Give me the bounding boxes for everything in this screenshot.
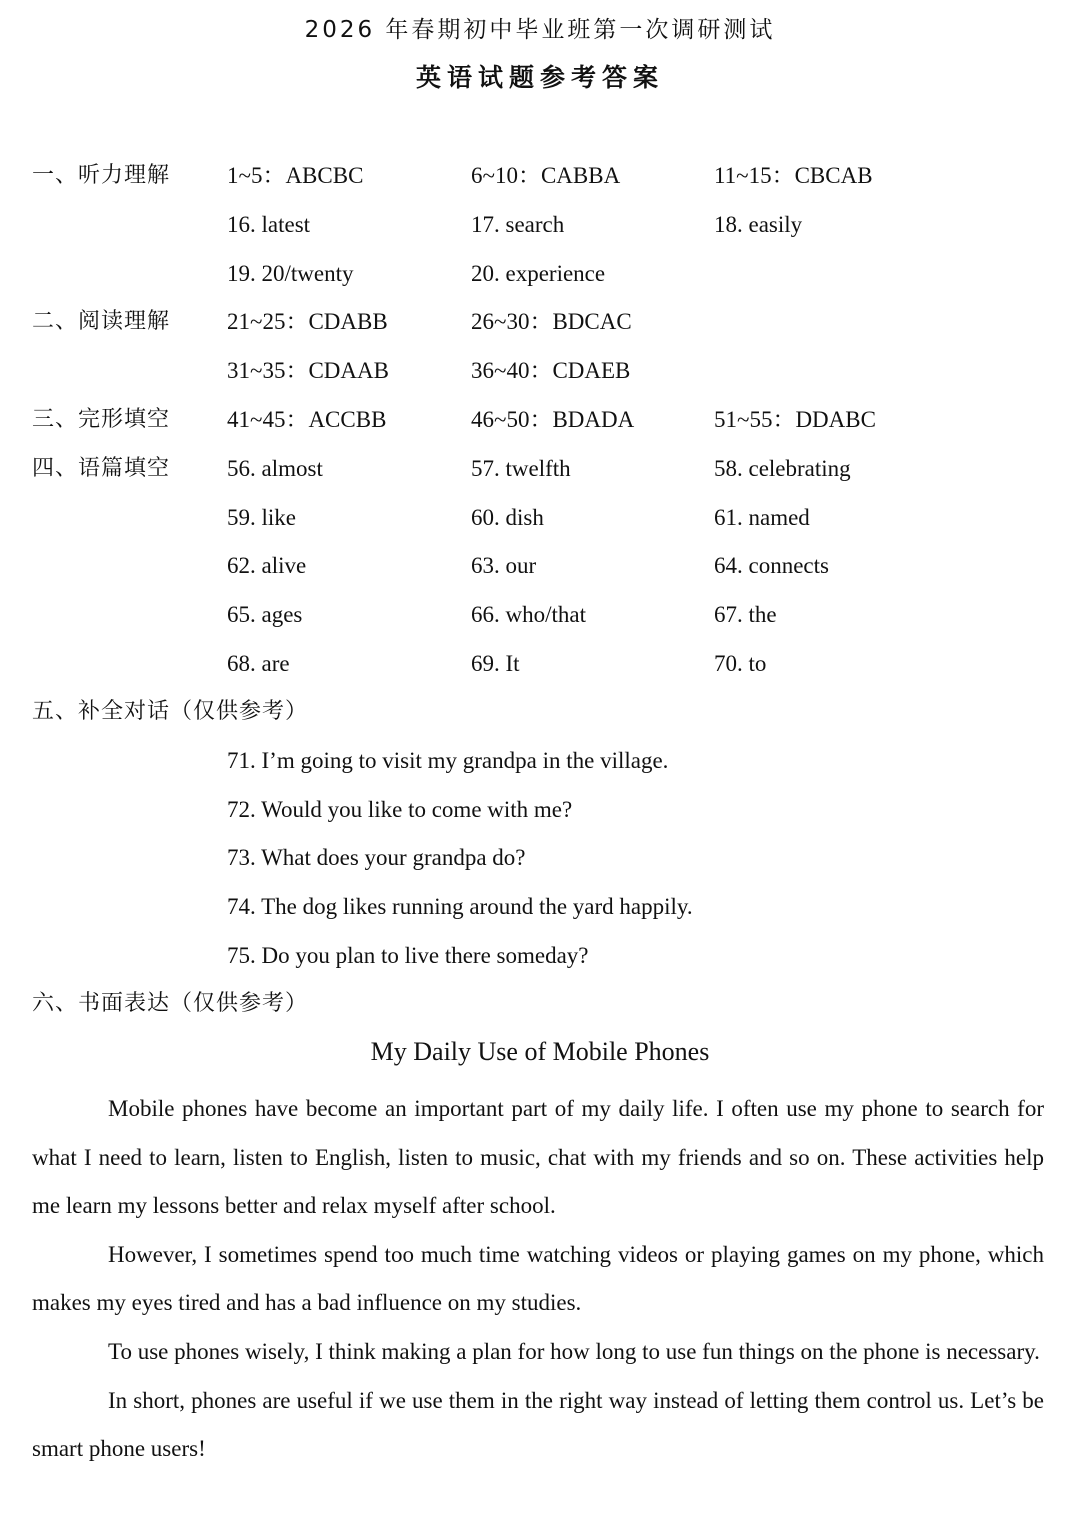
answer-cell: 26~30：BDCAC — [471, 309, 632, 334]
answer-cell: 59. like — [227, 505, 296, 530]
answer-row — [0, 454, 1080, 503]
answer-cell: 61. named — [714, 505, 810, 530]
section-header-row — [0, 989, 1080, 1038]
answer-cell: 70. to — [714, 651, 767, 676]
dialogue-row — [0, 746, 1080, 795]
answer-cell: 36~40：CDAEB — [471, 358, 631, 383]
dialogue-answer: 73. What does your grandpa do? — [227, 845, 526, 870]
answer-row — [0, 649, 1080, 698]
answer-cell: 31~35：CDAAB — [227, 358, 389, 383]
answer-cell: 65. ages — [227, 602, 303, 627]
answer-cell: 19. 20/twenty — [227, 261, 354, 286]
answer-cell: 64. connects — [714, 553, 829, 578]
dialogue-row — [0, 941, 1080, 990]
answer-cell: 63. our — [471, 553, 537, 578]
dialogue-answer: 74. The dog likes running around the yard happily. — [227, 894, 693, 919]
essay-paragraph: To use phones wisely, I think making a plan for how long to use fun things on the phone is necessary. — [108, 1338, 1040, 1364]
dialogue-answer: 71. I’m going to visit my grandpa in the village. — [227, 748, 669, 773]
essay-paragraph: In short, phones are useful if we use them in the right way instead of letting them control us. Let’s be smart phone users! — [32, 1387, 1044, 1462]
section-label-listening: 一、听力理解 — [32, 163, 171, 188]
answer-row — [0, 405, 1080, 454]
answer-cell: 62. alive — [227, 553, 307, 578]
answer-cell: 18. easily — [714, 212, 803, 237]
answer-cell: 21~25：CDABB — [227, 309, 388, 334]
dialogue-row — [0, 795, 1080, 844]
essay-paragraph: Mobile phones have become an important part of my daily life. I often use my phone to search for what I need to learn, listen to English, listen to music, chat with my friends and so on. These activities help me learn my lessons better and relax myself after school. — [32, 1096, 1044, 1219]
answer-cell: 41~45：ACCBB — [227, 407, 387, 432]
answer-cell: 46~50：BDADA — [471, 407, 635, 432]
answer-cell: 56. almost — [227, 456, 323, 481]
answer-cell: 69. It — [471, 651, 520, 676]
answer-cell: 51~55：DDABC — [714, 407, 876, 432]
section-label-writing: 六、书面表达（仅供参考） — [32, 991, 309, 1016]
page-title: 2026 年春期初中毕业班第一次调研测试 — [304, 17, 776, 43]
section-header-row — [0, 697, 1080, 746]
dialogue-answer: 72. Would you like to come with me? — [227, 797, 573, 822]
section-label-reading: 二、阅读理解 — [32, 309, 171, 334]
page-subtitle: 英语试题参考答案 — [415, 63, 664, 92]
answer-cell: 6~10：CABBA — [471, 163, 621, 188]
dialogue-answer: 75. Do you plan to live there someday? — [227, 943, 589, 968]
answer-row — [0, 551, 1080, 600]
section-label-dialogue: 五、补全对话（仅供参考） — [32, 699, 309, 724]
answer-row — [0, 356, 1080, 405]
answer-cell: 67. the — [714, 602, 777, 627]
answer-row — [0, 503, 1080, 552]
answer-row — [0, 259, 1080, 308]
essay-paragraph: However, I sometimes spend too much time watching videos or playing games on my phone, which makes my eyes tired and has a bad influence on my studies. — [32, 1241, 1044, 1316]
essay-body — [32, 1085, 1044, 1474]
answer-cell: 58. celebrating — [714, 456, 851, 481]
answer-row — [0, 161, 1080, 210]
answer-cell: 16. latest — [227, 212, 311, 237]
answer-cell: 60. dish — [471, 505, 544, 530]
dialogue-row — [0, 892, 1080, 941]
answer-cell: 17. search — [471, 212, 565, 237]
answer-row — [0, 600, 1080, 649]
answer-cell: 57. twelfth — [471, 456, 571, 481]
answer-cell: 66. who/that — [471, 602, 586, 627]
answer-row — [0, 307, 1080, 356]
answer-cell: 1~5：ABCBC — [227, 163, 364, 188]
answer-cell: 68. are — [227, 651, 290, 676]
answer-cell: 20. experience — [471, 261, 606, 286]
essay-title: My Daily Use of Mobile Phones — [370, 1037, 710, 1066]
dialogue-row — [0, 843, 1080, 892]
answer-row — [0, 210, 1080, 259]
answer-cell: 11~15：CBCAB — [714, 163, 873, 188]
section-label-passage-fill: 四、语篇填空 — [32, 456, 171, 481]
section-label-cloze: 三、完形填空 — [32, 407, 171, 432]
